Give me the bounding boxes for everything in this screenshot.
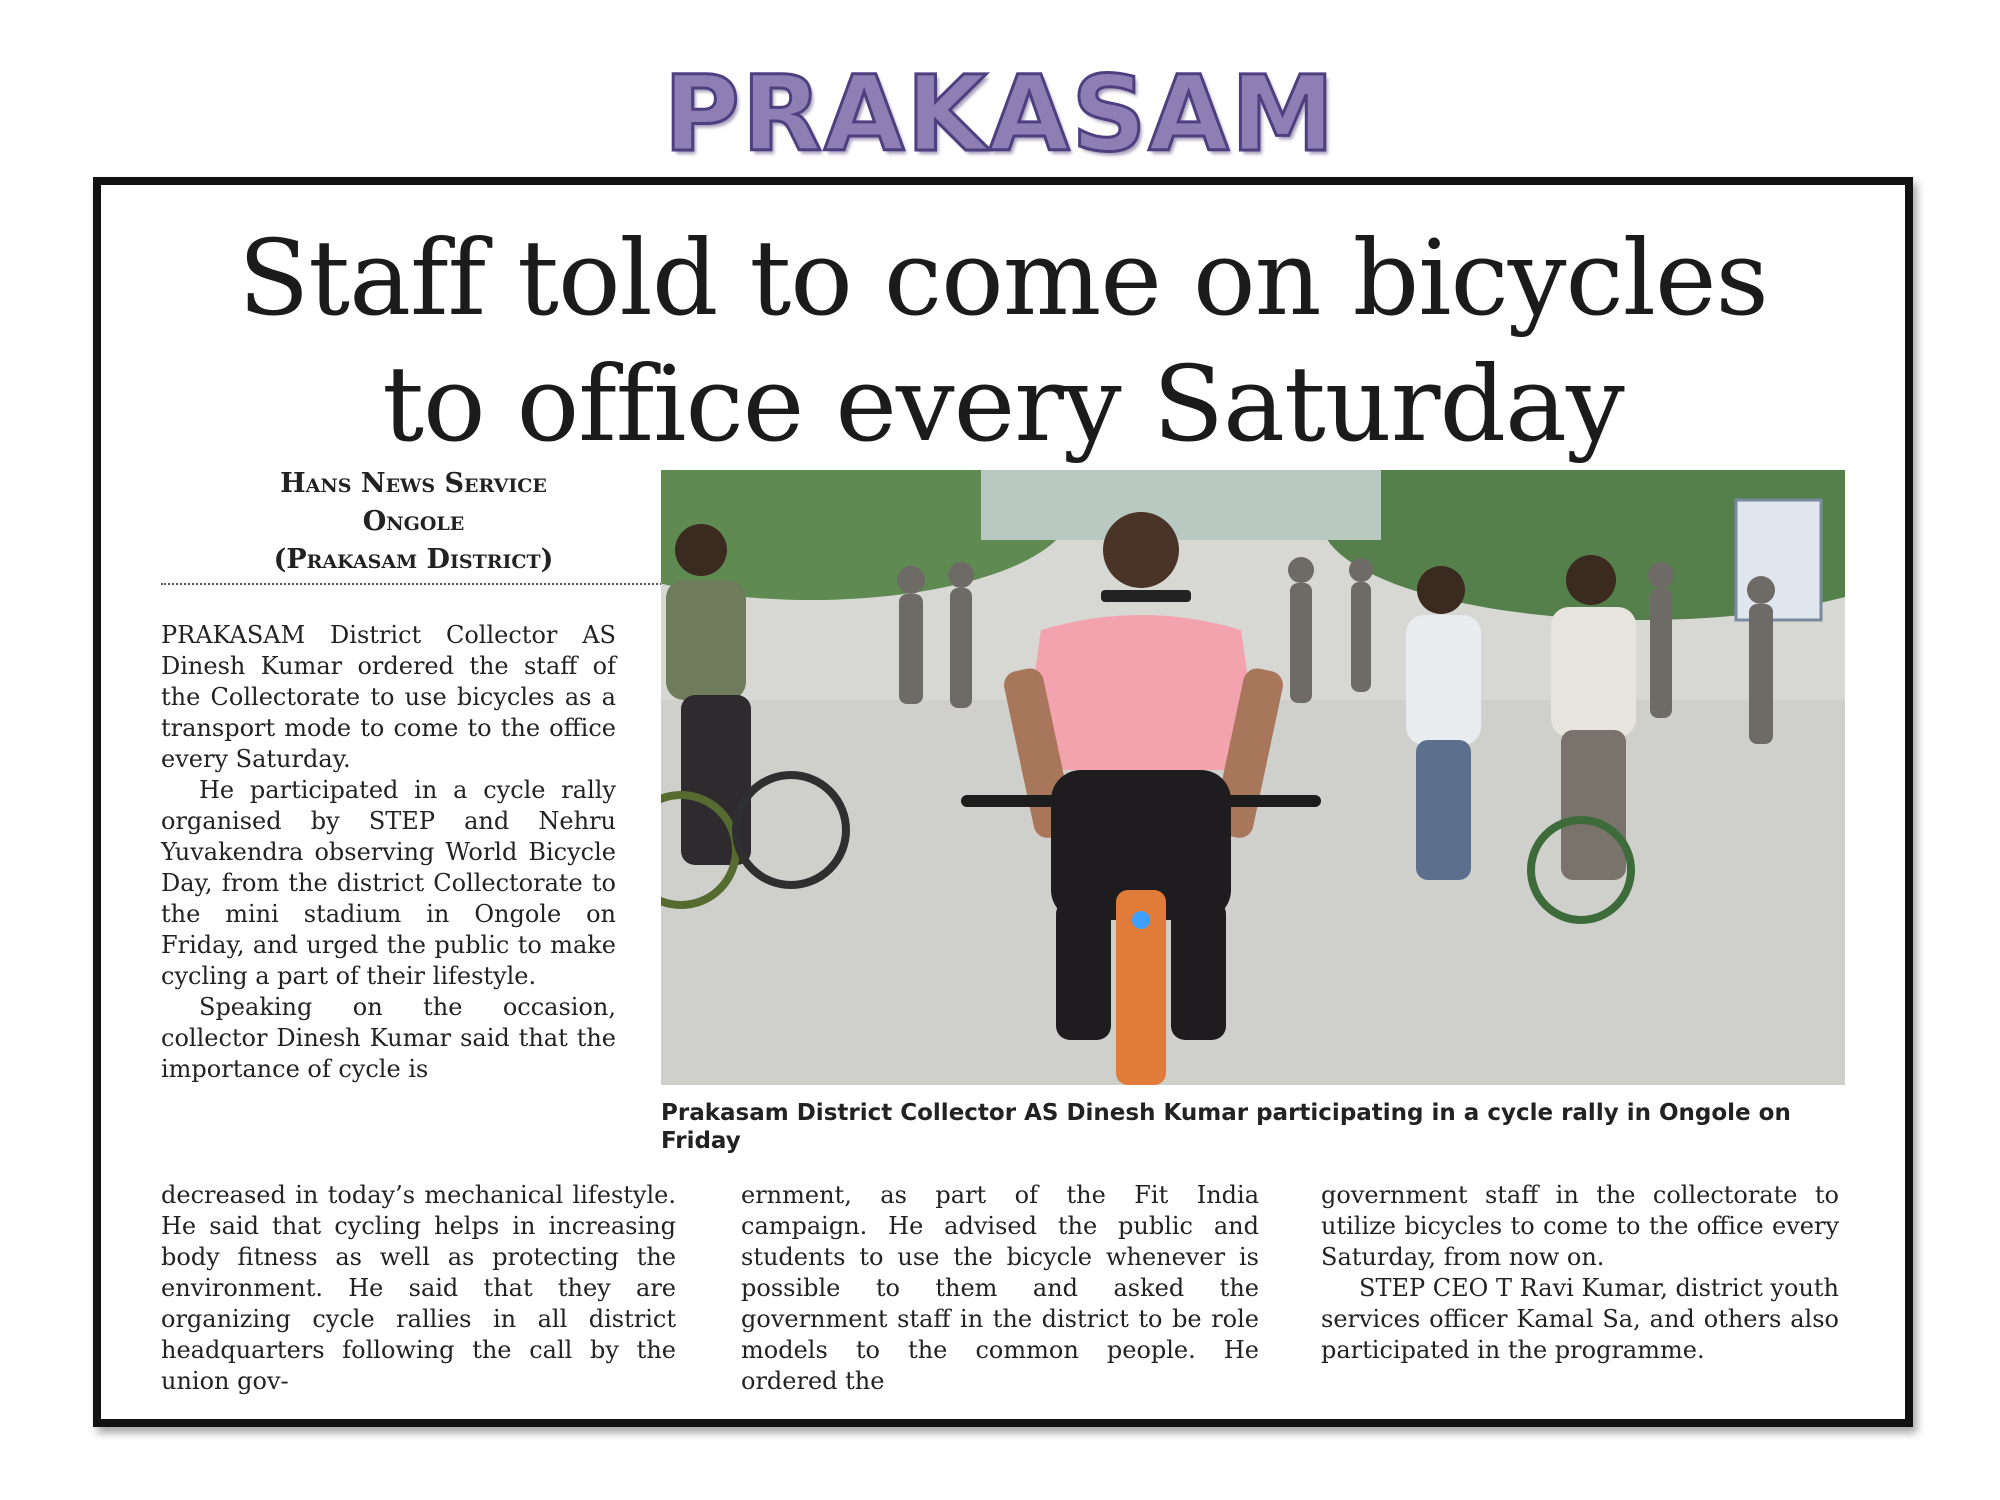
paragraph-3-continued: decreased in today’s mechanical lifestyle. He said that cycling helps in increasing body fitness as well as protecting the environment. He said that they are organizing cycle rallies in all district headquarters following the call by the union gov- xyxy=(161,1181,676,1395)
cycle-rally-photo xyxy=(661,470,1845,1085)
article-byline xyxy=(161,465,666,585)
paragraph-2: He participated in a cycle rally organised by STEP and Nehru Yuvakendra observing World Bicycle Day, from the district Collectorate to the mini stadium in Ongole on Friday, and urged the public to make cycling a part of their lifestyle. xyxy=(161,776,616,990)
paragraph-3-start: Speaking on the occasion, collector Dinesh Kumar said that the importance of cycle is xyxy=(161,993,616,1083)
paragraph-1: PRAKASAM District Collector AS Dinesh Kumar ordered the staff of the Collectorate to use bicycles as a transport mode to come to the office every Saturday. xyxy=(161,621,616,773)
article-column-2 xyxy=(741,1180,1259,1397)
paragraph-3-continued-2: ernment, as part of the Fit India campaign. He advised the public and students to use the bicycle whenever is possible to them and asked the government staff in the district to be role models to the common people. He ordered the xyxy=(741,1181,1259,1395)
photo-caption: Prakasam District Collector AS Dinesh Kumar participating in a cycle rally in Ongole on Friday xyxy=(661,1100,1791,1154)
paragraph-4: STEP CEO T Ravi Kumar, district youth services officer Kamal Sa, and others also participated in the programme. xyxy=(1321,1274,1839,1364)
article-headline xyxy=(101,215,1905,467)
article-column-3 xyxy=(1321,1180,1839,1366)
page-banner-title: PRAKASAM xyxy=(663,53,1337,175)
paragraph-3-end: government staff in the collectorate to utilize bicycles to come to the office every Saturday, from now on. xyxy=(1321,1181,1839,1271)
newspaper-clipping xyxy=(93,177,1913,1427)
cycle-rally-illustration xyxy=(661,470,1845,1085)
byline-agency: Hans News Service xyxy=(280,468,547,499)
byline-city: Ongole xyxy=(362,506,465,537)
article-column-1-bottom xyxy=(161,1180,676,1397)
byline-district: (Prakasam District) xyxy=(273,544,554,575)
headline-line-1: Staff told to come on bicycles xyxy=(238,217,1768,339)
article-column-1-top xyxy=(161,620,616,1085)
headline-line-2: to office every Saturday xyxy=(382,343,1624,465)
